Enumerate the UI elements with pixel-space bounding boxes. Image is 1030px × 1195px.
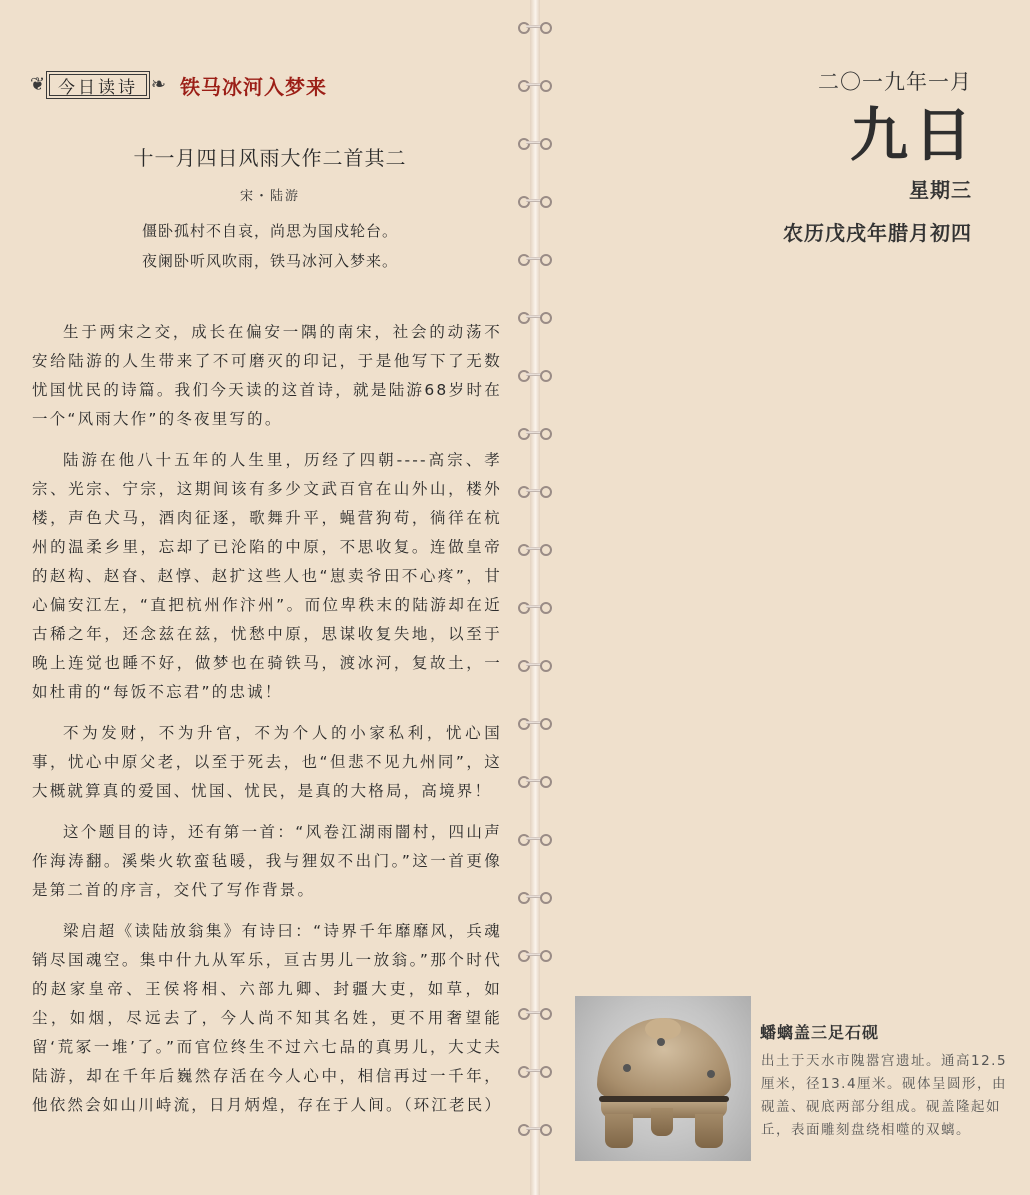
badge-label: 今日读诗 (58, 77, 138, 98)
inkstone-leg (605, 1114, 633, 1148)
inkstone-hole (623, 1064, 631, 1072)
binding-ring (518, 428, 552, 438)
poem-line: 僵卧孤村不自哀，尚思为国戍轮台。 (141, 222, 398, 240)
ring-loop (540, 1066, 552, 1078)
inkstone-leg (651, 1108, 673, 1136)
binding-ring (518, 196, 552, 206)
ring-loop (518, 138, 530, 150)
ring-loop (540, 370, 552, 382)
ring-loop (540, 544, 552, 556)
ring-loop (518, 312, 530, 324)
ring-loop (540, 776, 552, 788)
poem-title: 十一月四日风雨大作二首其二 (133, 146, 407, 170)
weekday: 星期三 (909, 178, 972, 202)
ring-loop (540, 138, 552, 150)
lunar-date: 农历戊戌年腊月初四 (783, 221, 972, 245)
ring-loop (518, 370, 530, 382)
artifact-description: 出土于天水市隗嚣宫遗址。通高12.5厘米，径13.4厘米。砚体呈圆形，由砚盖、砚底两部分组成。砚盖隆起如丘，表面雕刻盘绕相噬的双螭。 (761, 1053, 1008, 1138)
binding-ring (518, 892, 552, 902)
inkstone-hole (657, 1038, 665, 1046)
ring-loop (518, 22, 530, 34)
binding-ring (518, 22, 552, 32)
ring-loop (518, 254, 530, 266)
ring-loop (540, 834, 552, 846)
binding-ring (518, 486, 552, 496)
ring-loop (518, 660, 530, 672)
binding-ring (518, 1066, 552, 1076)
header (30, 68, 327, 102)
inkstone-knob (645, 1018, 681, 1040)
binding-ring (518, 312, 552, 322)
binding-ring (518, 950, 552, 960)
ring-loop (518, 544, 530, 556)
scroll-ornament-right-icon: ❧ (150, 74, 166, 95)
binding-ring (518, 254, 552, 264)
ring-loop (518, 834, 530, 846)
year-month: 二〇一九年一月 (818, 70, 972, 94)
ring-loop (518, 950, 530, 962)
ring-loop (540, 660, 552, 672)
ring-loop (518, 1066, 530, 1078)
poem-lines (30, 216, 510, 276)
ring-loop (540, 718, 552, 730)
ring-loop (540, 80, 552, 92)
ring-loop (540, 196, 552, 208)
inkstone-leg (695, 1114, 723, 1148)
ring-loop (540, 1008, 552, 1020)
binding-ring (518, 80, 552, 90)
binding-ring (518, 718, 552, 728)
commentary-paragraph: 生于两宋之交，成长在偏安一隅的南宋，社会的动荡不安给陆游的人生带来了不可磨灭的印记，于是他写下了无数忧国忧民的诗篇。我们今天读的这首诗，就是陆游68岁时在一个“风雨大作”的冬夜里写的。 (32, 323, 502, 428)
commentary-paragraph: 这个题目的诗，还有第一首：“风卷江湖雨闇村，四山声作海涛翻。溪柴火软蛮毡暖，我与狸奴不出门。”这一首更像是第二首的序言，交代了写作背景。 (32, 823, 502, 899)
artifact-image (575, 996, 751, 1161)
ring-loop (540, 1124, 552, 1136)
ring-loop (518, 602, 530, 614)
binding-ring (518, 544, 552, 554)
artifact-title: 蟠螭盖三足石砚 (760, 1023, 880, 1042)
binding-ring (518, 138, 552, 148)
ring-loop (518, 486, 530, 498)
ring-loop (540, 428, 552, 440)
commentary (32, 318, 502, 1132)
day: 九日 (849, 101, 978, 169)
binding-ring (518, 834, 552, 844)
binding-ring (518, 776, 552, 786)
ring-loop (518, 776, 530, 788)
ring-loop (518, 892, 530, 904)
ring-loop (518, 428, 530, 440)
poem-author: 宋・陆游 (239, 189, 300, 204)
ring-loop (540, 486, 552, 498)
poem-line: 夜阑卧听风吹雨，铁马冰河入梦来。 (141, 252, 398, 270)
inkstone-hole (707, 1070, 715, 1078)
commentary-paragraph: 不为发财，不为升官，不为个人的小家私利，忧心国事，忧心中原父老，以至于死去，也“但悲不见九州同”，这大概就算真的爱国、忧国、忧民，是真的大格局，高境界！ (32, 724, 502, 800)
binding-ring (518, 1008, 552, 1018)
binding-ring (518, 370, 552, 380)
ring-loop (540, 950, 552, 962)
ring-loop (518, 718, 530, 730)
ring-loop (540, 22, 552, 34)
ring-loop (540, 254, 552, 266)
ring-loop (518, 196, 530, 208)
poem (30, 142, 510, 276)
ring-loop (540, 312, 552, 324)
today-poem-badge (30, 70, 166, 100)
commentary-paragraph: 梁启超《读陆放翁集》有诗曰：“诗界千年靡靡风，兵魂销尽国魂空。集中什九从军乐，亘古男儿一放翁。”那个时代的赵家皇帝、王侯将相、六部九卿、封疆大吏，如草，如尘，如烟，尽远去了，今人尚不知其名姓，更不用奢望能留‘荒冢一堆’了。”而官位终生不过六七品的真男儿，大丈夫陆游，却在千年后巍然存活在今人心中，相信再过一千年，他依然会如山川峙流，日月炳煌，存在于人间。（环江老民） (32, 922, 503, 1114)
binding-ring (518, 660, 552, 670)
ring-loop (518, 1124, 530, 1136)
binding-ring (518, 1124, 552, 1134)
ring-loop (518, 1008, 530, 1020)
ring-loop (540, 602, 552, 614)
headline: 铁马冰河入梦来 (180, 74, 327, 99)
commentary-paragraph: 陆游在他八十五年的人生里，历经了四朝----高宗、孝宗、光宗、宁宗，这期间该有多少文武百官在山外山，楼外楼，声色犬马，酒肉征逐，歌舞升平，蝇营狗苟，徜徉在杭州的温柔乡里，忘却了已沦陷的中原，不思收复。连做皇帝的赵构、赵昚、赵惇、赵扩这些人也“崽卖爷田不心疼”，甘心偏安江左，“直把杭州作汴州”。而位卑秩末的陆游却在近古稀之年，还念兹在兹，忧愁中原，思谋收复失地，以至于晚上连觉也睡不好，做梦也在骑铁马，渡冰河，复故土，一如杜甫的“每饭不忘君”的忠诚！ (32, 451, 502, 701)
ring-loop (518, 80, 530, 92)
date-block (783, 66, 978, 246)
scroll-ornament-left-icon: ❦ (30, 74, 46, 95)
binding-ring (518, 602, 552, 612)
ring-loop (540, 892, 552, 904)
